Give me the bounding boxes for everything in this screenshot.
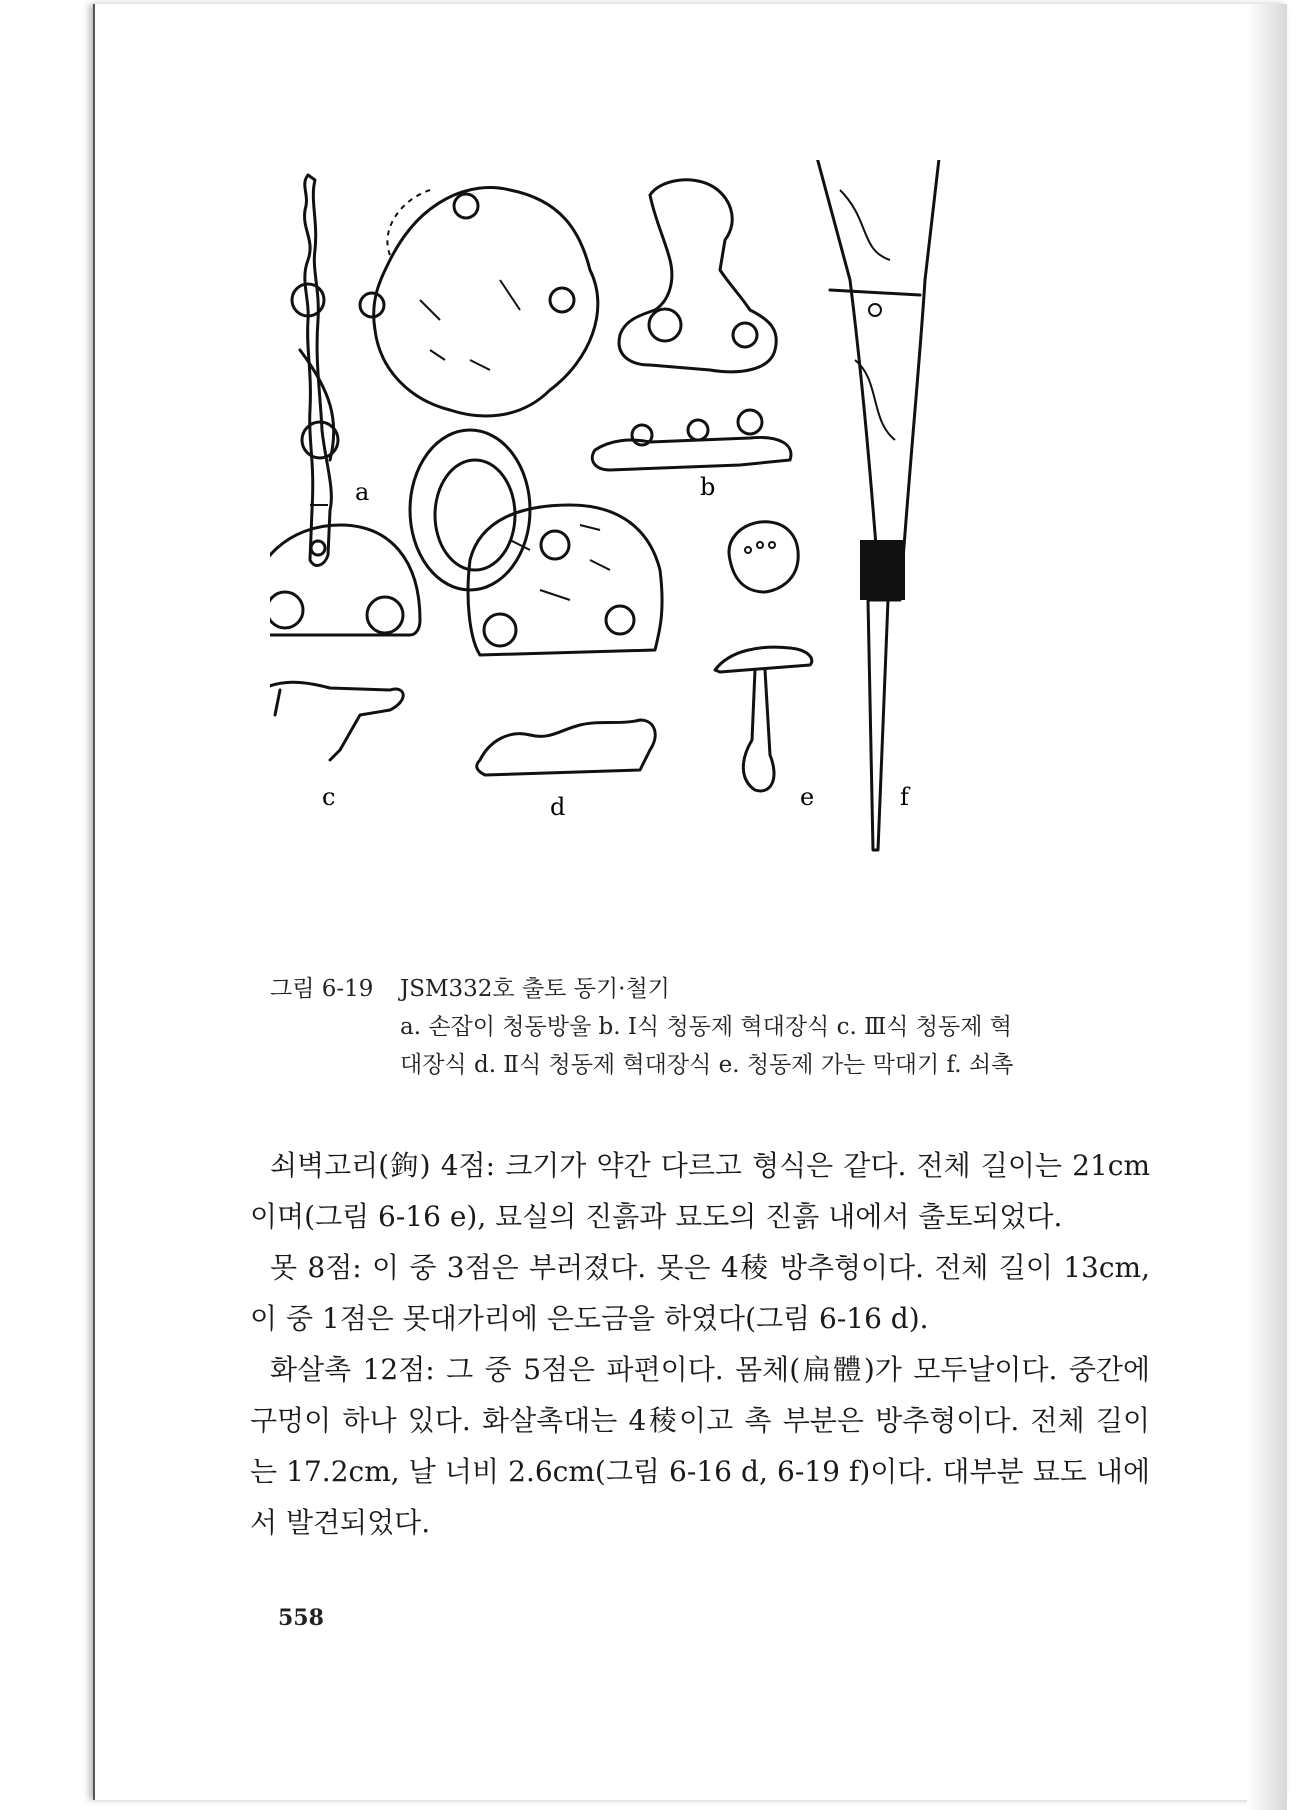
paragraph-arrowhead: 화살촉 12점: 그 중 5점은 파편이다. 몸체(扁體)가 모두날이다. 중간에 구멍이 하나 있다. 화살촉대는 4稜이고 촉 부분은 방추형이다. 전체 길이는 17.2cm, 날 너비 2.6cm(그림 6-16 d, 6-19 f)이다. 대부분 묘도 내에서 발견되었다. (250, 1353, 1150, 1539)
artifact-f-arrowhead (815, 160, 940, 850)
artifact-a-rod (292, 175, 338, 565)
figure-caption (270, 970, 1150, 1084)
artifact-d-plate (468, 505, 662, 775)
label-e: e (800, 783, 815, 811)
caption-header (270, 970, 1150, 1008)
artifact-c-plate (270, 525, 420, 760)
caption-line-2: 대장식 d. Ⅱ식 청동제 혁대장식 e. 청동제 가는 막대기 f. 쇠촉 (400, 1052, 1014, 1078)
caption-title: JSM332호 출토 동기·철기 (400, 976, 670, 1002)
caption-number: 그림 6-19 (270, 976, 374, 1002)
label-a: a (355, 478, 370, 506)
book-spine (0, 0, 93, 1806)
label-d: d (550, 793, 566, 821)
caption-line-1: a. 손잡이 청동방울 b. Ⅰ식 청동제 혁대장식 c. Ⅲ식 청동제 혁 (400, 1014, 1012, 1040)
artifact-b-ornament (592, 180, 791, 470)
artifact-a-bell (360, 188, 598, 590)
paragraph-hook: 쇠벽고리(鉤) 4점: 크기가 약간 다르고 형식은 같다. 전체 길이는 21cm이며(그림 6-16 e), 묘실의 진흙과 묘도의 진흙 내에서 출토되었다. (250, 1149, 1150, 1233)
page-edge-shadow (1247, 4, 1287, 1810)
label-f: f (900, 783, 909, 811)
paragraph-nail: 못 8점: 이 중 3점은 부러졌다. 못은 4稜 방추형이다. 전체 길이 13cm, 이 중 1점은 못대가리에 은도금을 하였다(그림 6-16 d). (250, 1251, 1150, 1335)
label-b: b (700, 473, 716, 501)
artifact-drawings (270, 160, 1100, 980)
page-number: 558 (278, 1605, 324, 1631)
artifact-e-rod (715, 522, 812, 791)
artifact-figure (270, 160, 1100, 980)
label-c: c (322, 783, 336, 811)
body-text (250, 1140, 1150, 1548)
